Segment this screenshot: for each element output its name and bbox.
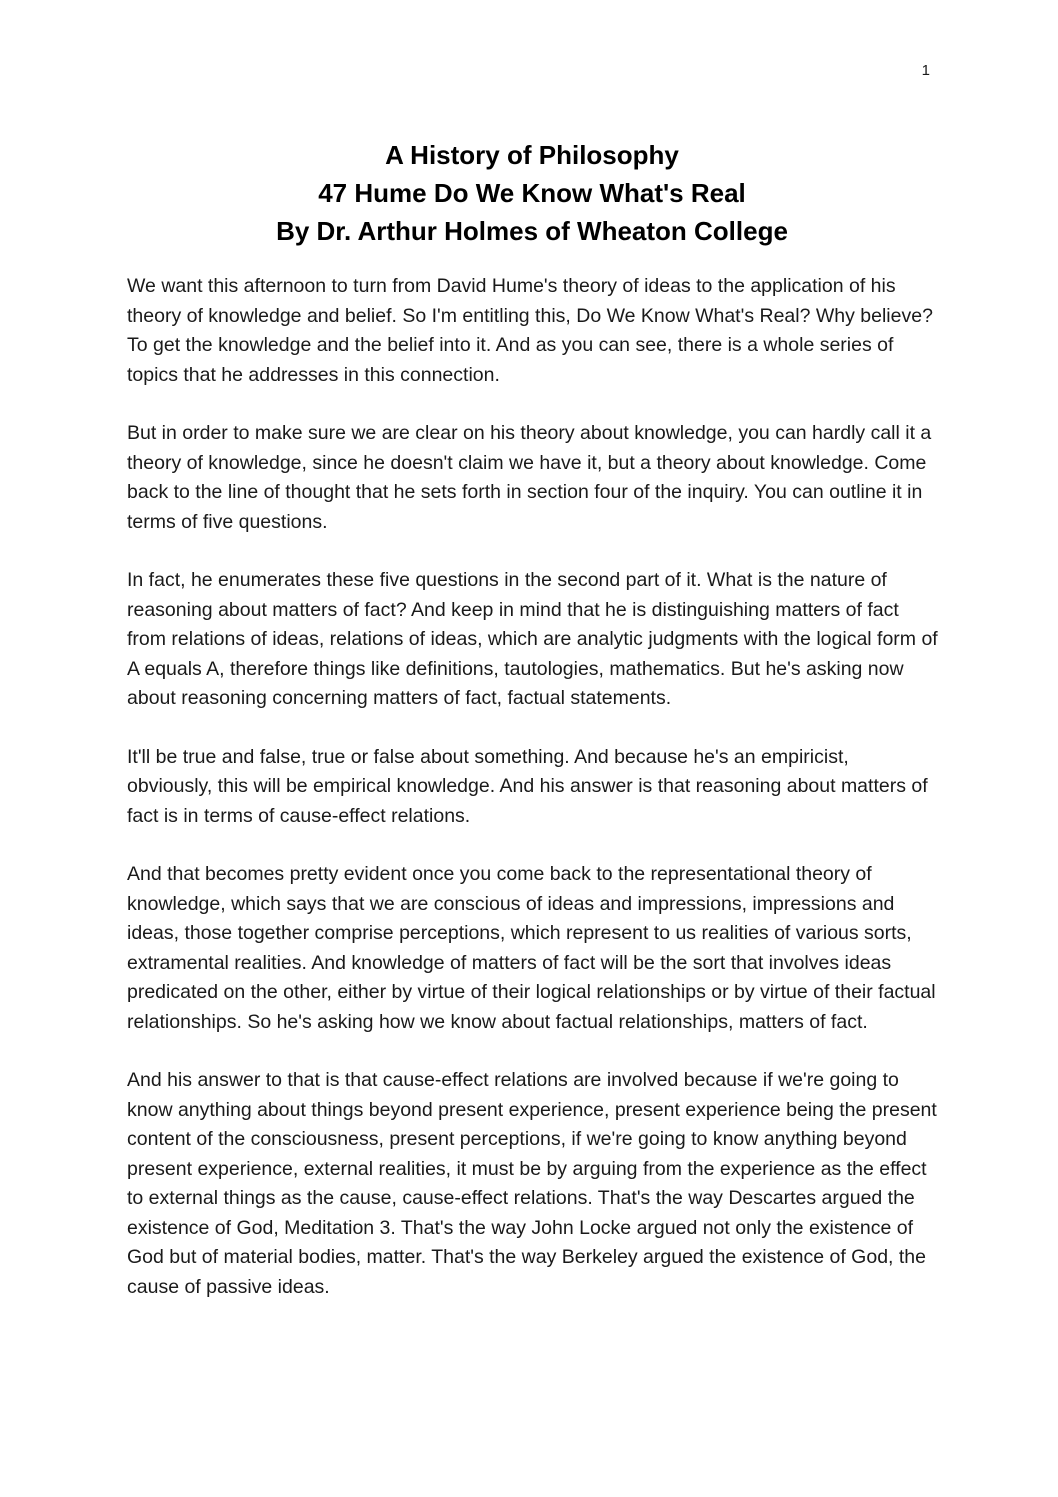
paragraph-1: We want this afternoon to turn from David Hume's theory of ideas to the application of his theory of knowledge and belief. So I'm entitling this, Do We Know What's Real? Why believe? To get the knowledge and the belief into it. And as you can see, there is a whole series of topics that he addresses in this connection. — [127, 275, 933, 386]
title-line-3: By Dr. Arthur Holmes of Wheaton College — [276, 216, 788, 246]
paragraph-3: In fact, he enumerates these five questions in the second part of it. What is the nature of reasoning about matters of fact? And keep in mind that he is distinguishing matters of fact from relations of ideas, relations of ideas, which are analytic judgments with the logical form of A equals A, therefore things like definitions, tautologies, mathematics. But he's asking now about reasoning concerning matters of fact, factual statements. — [127, 569, 938, 709]
paragraph-6: And his answer to that is that cause-effect relations are involved because if we're going to know anything about things beyond present experience, present experience being the present content of the consciousness, present perceptions, if we're going to know anything beyond present experience, external realities, it must be by arguing from the experience as the effect to external things as the cause, cause-effect relations. That's the way Descartes argued the existence of God, Meditation 3. That's the way John Locke argued not only the existence of God but of material bodies, matter. That's the way Berkeley argued the existence of God, the cause of passive ideas. — [127, 1069, 937, 1298]
paragraph-4: It'll be true and false, true or false about something. And because he's an empiricist, obviously, this will be empirical knowledge. And his answer is that reasoning about matters of fact is in terms of cause-effect relations. — [127, 745, 928, 827]
document-title — [127, 136, 937, 250]
title-line-1: A History of Philosophy — [385, 140, 679, 170]
paragraph-2: But in order to make sure we are clear on his theory about knowledge, you can hardly call it a theory of knowledge, since he doesn't claim we have it, but a theory about knowledge. Come back to the line of thought that he sets forth in section four of the inquiry. You can outline it in terms of five questions. — [127, 422, 932, 533]
title-line-2: 47 Hume Do We Know What's Real — [318, 178, 746, 208]
document-body — [127, 272, 939, 1331]
page-number: 1 — [921, 62, 930, 79]
paragraph-5: And that becomes pretty evident once you come back to the representational theory of knowledge, which says that we are conscious of ideas and impressions, impressions and ideas, those together comprise perceptions, which represent to us realities of various sorts, extramental realities. And knowledge of matters of fact will be the sort that involves ideas predicated on the other, either by virtue of their logical relationships or by virtue of their factual relationships. So he's asking how we know about factual relationships, matters of fact. — [127, 863, 936, 1033]
